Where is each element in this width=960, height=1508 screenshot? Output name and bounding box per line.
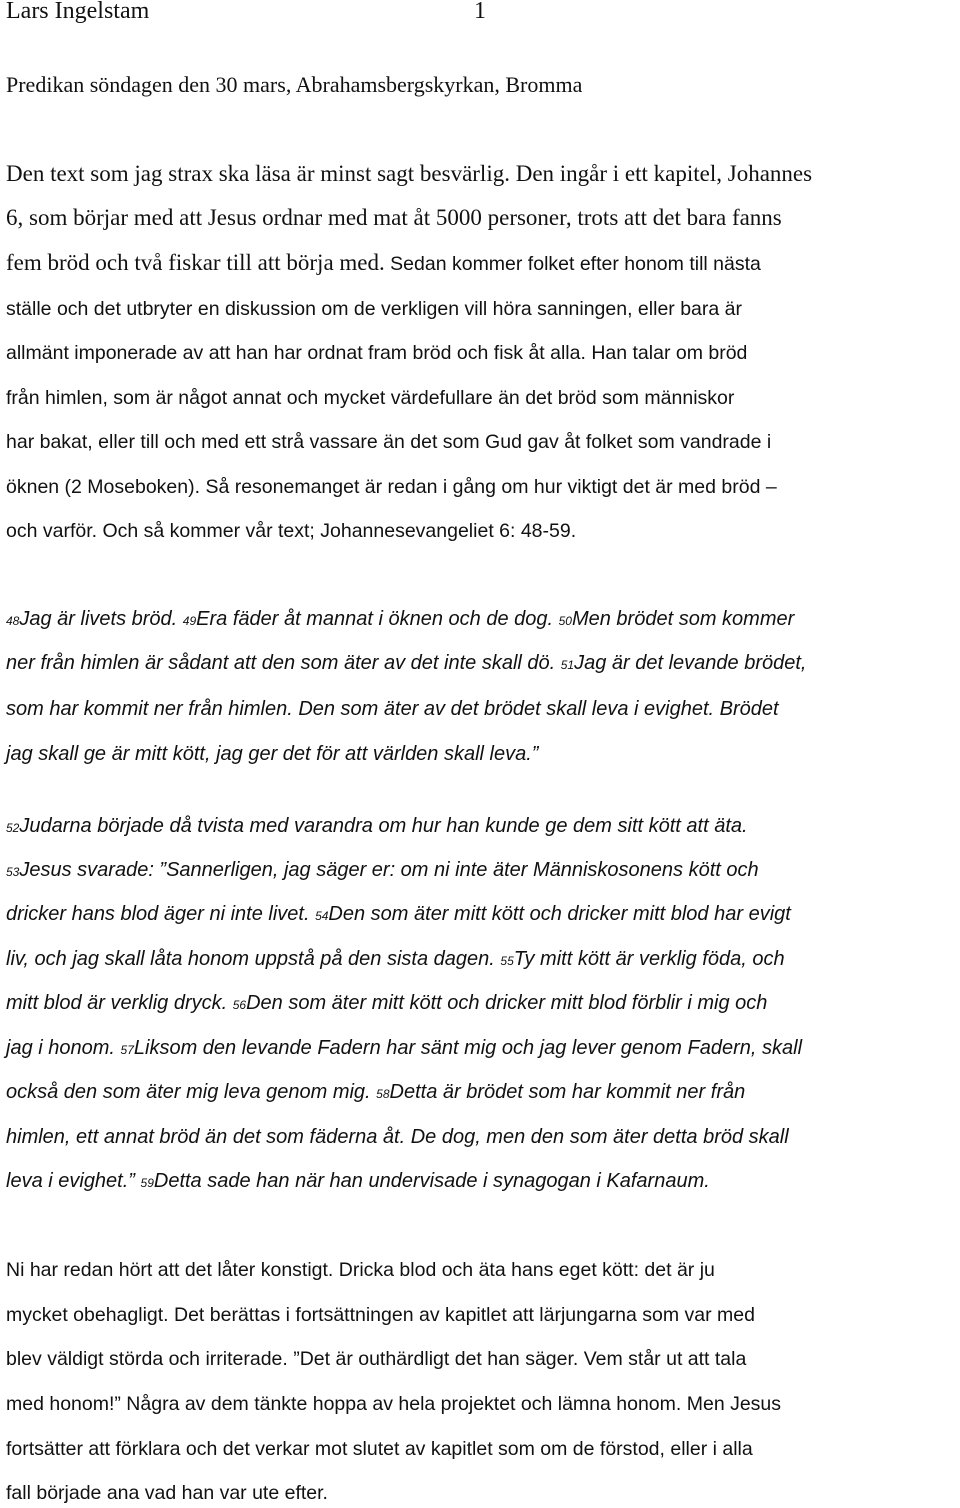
verse-number: 54 (315, 909, 329, 923)
verse-number: 57 (120, 1043, 134, 1057)
scripture-line (6, 604, 794, 636)
scripture-line (6, 811, 748, 843)
verse-text: Detta är brödet som har kommit ner från (389, 1081, 746, 1103)
verse-text: Judarna började då tvista med varandra om hur han kunde ge dem sitt kött att äta. (19, 815, 748, 837)
intro-line-part: Sedan kommer folket efter honom till nästa (384, 253, 761, 275)
verse-number: 50 (558, 614, 572, 628)
verse-text: Liksom den levande Fadern har sänt mig och jag lever genom Fadern, skall (133, 1037, 803, 1059)
author-name: Lars Ingelstam (6, 0, 150, 24)
page-number: 1 (474, 0, 486, 24)
intro-line-part: fem bröd och två fiskar till att börja med. (6, 250, 385, 275)
verse-text: Ty mitt kött är verklig föda, och (513, 948, 785, 970)
closing-line: blev väldigt störda och irriterade. ”Det är outhärdligt det han säger. Vem står ut att tala (6, 1348, 747, 1370)
verse-text: Den som äter mitt kött och dricker mitt blod förblir i mig och (246, 992, 768, 1014)
verse-text: Jag är livets bröd. (19, 608, 183, 630)
closing-line: fortsätter att förklara och det verkar mot slutet av kapitlet som om de förstod, eller i alla (6, 1438, 753, 1460)
verse-text: Era fäder åt mannat i öknen och de dog. (196, 608, 559, 630)
intro-line: från himlen, som är något annat och mycket värdefullare än det bröd som människor (6, 387, 735, 409)
scripture-line (6, 648, 807, 680)
intro-line: ställe och det utbryter en diskussion om de verkligen vill höra sanningen, eller bara är (6, 298, 742, 320)
verse-text: Den som äter mitt kött och dricker mitt blod har evigt (328, 903, 791, 925)
verse-text: liv, och jag skall låta honom uppstå på den sista dagen. (6, 948, 501, 970)
scripture-line (6, 1077, 745, 1109)
verse-text: jag i honom. (6, 1037, 121, 1059)
scripture-line (6, 899, 791, 931)
intro-line: har bakat, eller till och med ett strå vassare än det som Gud gav åt folket som vandrade i (6, 431, 772, 453)
verse-number: 48 (6, 614, 20, 628)
scripture-line: jag skall ge är mitt kött, jag ger det för att världen skall leva.” (6, 743, 539, 765)
scripture-line (6, 988, 767, 1020)
verse-text: mitt blod är verklig dryck. (6, 992, 233, 1014)
verse-number: 59 (140, 1176, 154, 1190)
verse-number: 53 (6, 865, 20, 879)
intro-line: öknen (2 Moseboken). Så resonemanget är redan i gång om hur viktigt det är med bröd – (6, 476, 777, 498)
verse-text: Detta sade han när han undervisade i synagogan i Kafarnaum. (153, 1170, 710, 1192)
scripture-line (6, 1033, 802, 1065)
verse-number: 52 (6, 821, 20, 835)
scripture-line: himlen, ett annat bröd än det som fäderna åt. De dog, men den som äter detta bröd skall (6, 1126, 789, 1148)
verse-number: 56 (232, 998, 247, 1012)
verse-text: också den som äter mig leva genom mig. (6, 1081, 377, 1103)
verse-text: Jesus svarade: ”Sannerligen, jag säger er: om ni inte äter Människosonens kött och (19, 859, 759, 881)
scripture-line (6, 1166, 710, 1198)
verse-number: 51 (560, 658, 575, 672)
intro-line: 6, som börjar med att Jesus ordnar med mat åt 5000 personer, trots att det bara fanns (6, 205, 782, 230)
intro-line (6, 248, 761, 279)
verse-text: ner från himlen är sådant att den som äter av det inte skall dö. (6, 652, 561, 674)
closing-line: mycket obehagligt. Det berättas i fortsättningen av kapitlet att lärjungarna som var med (6, 1304, 755, 1326)
intro-line: och varför. Och så kommer vår text; Johannesevangeliet 6: 48-59. (6, 520, 577, 542)
verse-text: Jag är det levande brödet, (574, 652, 807, 674)
scripture-line (6, 944, 785, 976)
intro-line: Den text som jag strax ska läsa är minst sagt besvärlig. Den ingår i ett kapitel, Johannes (6, 161, 813, 186)
document-title: Predikan söndagen den 30 mars, Abrahamsbergskyrkan, Bromma (6, 72, 583, 97)
closing-line: Ni har redan hört att det låter konstigt. Dricka blod och äta hans eget kött: det är ju (6, 1259, 715, 1281)
scripture-line (6, 855, 759, 887)
verse-text: leva i evighet.” (6, 1170, 141, 1192)
closing-line: fall började ana vad han var ute efter. (6, 1482, 328, 1504)
intro-line: allmänt imponerade av att han har ordnat fram bröd och fisk åt alla. Han talar om bröd (6, 342, 748, 364)
closing-line: med honom!” Några av dem tänkte hoppa av hela projektet och lämna honom. Men Jesus (6, 1393, 782, 1415)
verse-number: 58 (376, 1087, 390, 1101)
verse-text: Men brödet som kommer (571, 608, 795, 630)
scripture-line: som har kommit ner från himlen. Den som äter av det brödet skall leva i evighet. Brödet (6, 698, 779, 720)
verse-number: 49 (182, 614, 197, 628)
verse-number: 55 (500, 954, 514, 968)
verse-text: dricker hans blod äger ni inte livet. (6, 903, 316, 925)
